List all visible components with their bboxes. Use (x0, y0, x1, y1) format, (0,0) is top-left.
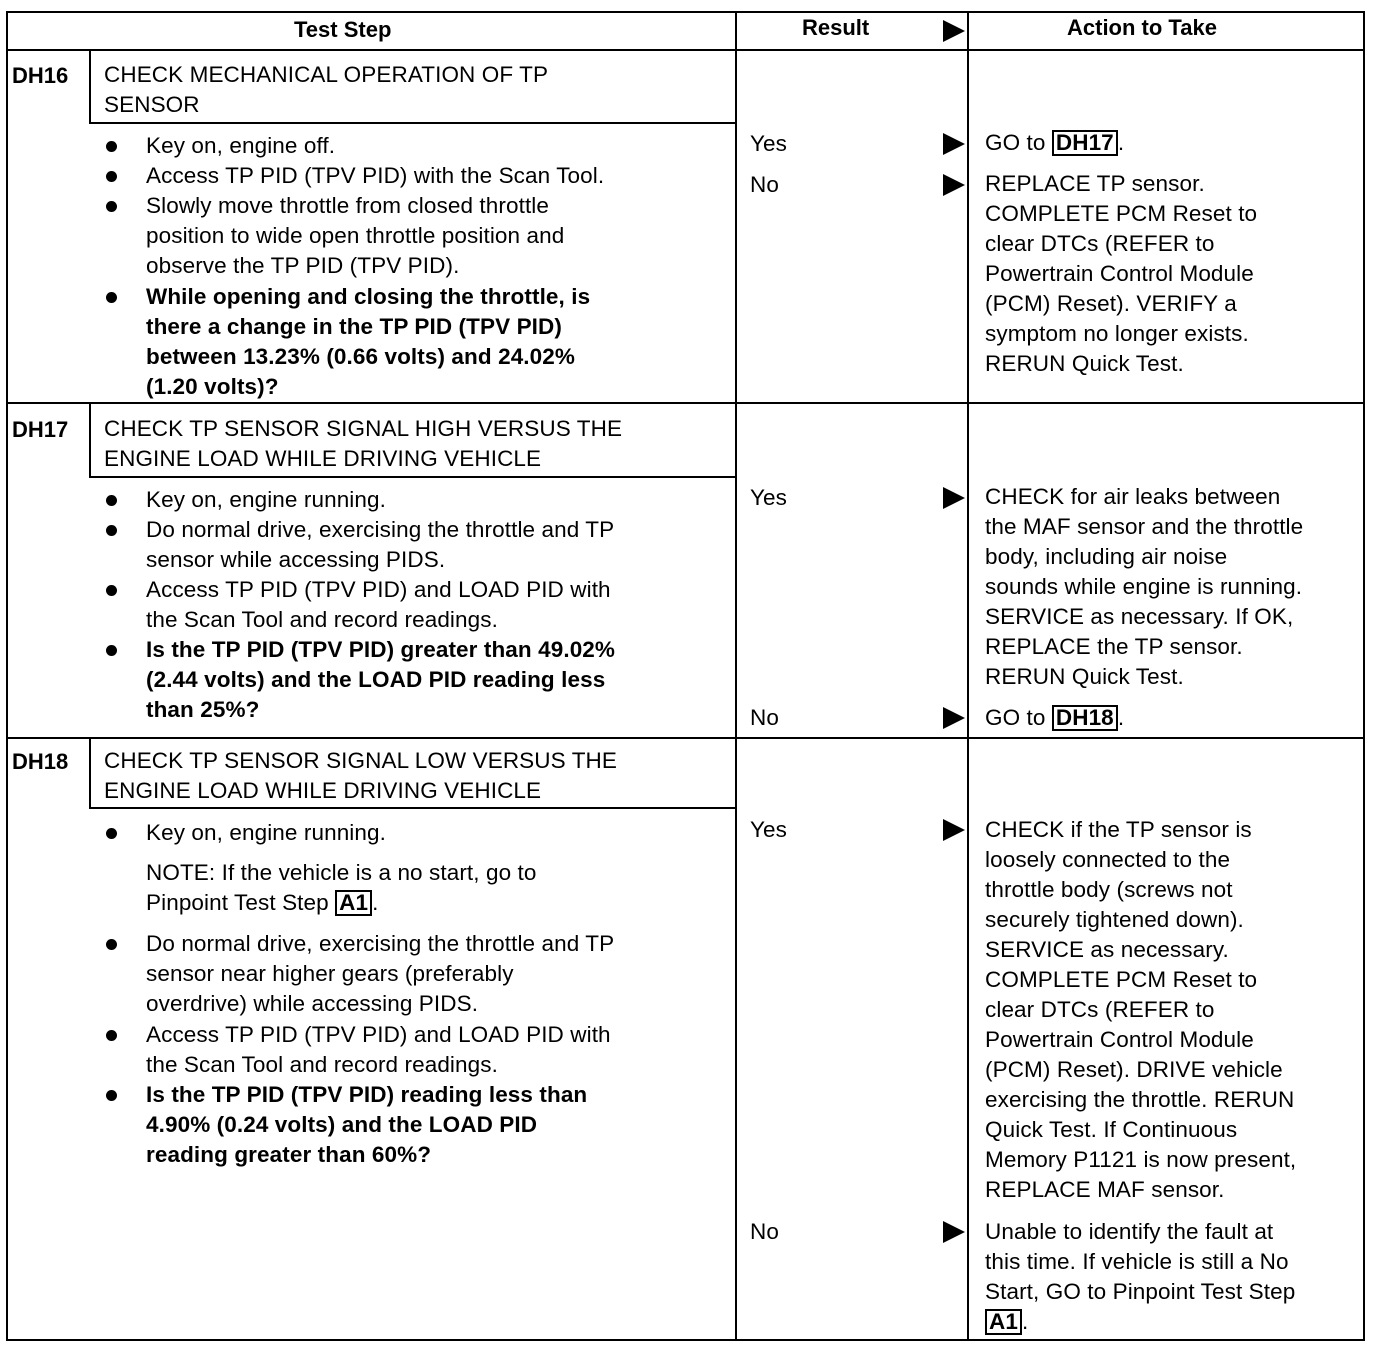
test-step-bullet: Key on, engine running. (146, 820, 386, 845)
column-divider (735, 11, 737, 1341)
title-divider (90, 122, 736, 124)
bullet-icon (106, 171, 117, 182)
id-divider (89, 49, 91, 124)
title-divider (90, 476, 736, 478)
action-text: GO to DH18 . (985, 705, 1125, 730)
test-step-bullet: Key on, engine running. (146, 487, 386, 512)
step-reference-link[interactable]: A1 (985, 1309, 1022, 1335)
test-step-bullet: Is the TP PID (TPV PID) greater than 49.02% (2.44 volts) and the LOAD PID reading less than 25%? (146, 637, 616, 722)
result-no: No (750, 172, 779, 197)
arrow-icon (943, 174, 965, 196)
arrow-icon (943, 707, 965, 729)
action-text: GO to DH17 . (985, 130, 1125, 155)
step-id: DH16 (12, 63, 69, 88)
column-divider (967, 11, 969, 1341)
arrow-icon (943, 819, 965, 841)
bullet-icon (106, 828, 117, 839)
row-divider (6, 402, 1365, 404)
step-id: DH18 (12, 749, 69, 774)
bullet-icon (106, 201, 117, 212)
arrow-icon (943, 20, 965, 42)
step-reference-link[interactable]: DH17 (1052, 130, 1118, 156)
bullet-icon (106, 645, 117, 656)
step-reference-link[interactable]: DH18 (1052, 705, 1118, 731)
arrow-icon (943, 133, 965, 155)
bullet-icon (106, 585, 117, 596)
action-text: CHECK if the TP sensor is loosely connected to the throttle body (screws not securely tightened down). SERVICE as necessary. COMPLETE PCM Reset to clear DTCs (REFER to Powertrain Control Module (PCM) Reset). DRIVE vehicle exercising the throttle. RERUN Quick Test. If Continuous Memory P1121 is now present, REPLACE MAF sensor. (985, 817, 1297, 1202)
step-id: DH17 (12, 417, 69, 442)
bullet-icon (106, 1030, 117, 1041)
bullet-icon (106, 939, 117, 950)
result-no: No (750, 705, 779, 730)
bullet-icon (106, 141, 117, 152)
table-border-left (6, 11, 8, 1341)
result-yes: Yes (750, 131, 788, 156)
test-step-bullet: While opening and closing the throttle, is there a change in the TP PID (TPV PID) between 13.23% (0.66 volts) and 24.02% (1.20 volts)? (146, 284, 591, 399)
arrow-icon (943, 487, 965, 509)
table-border-bottom (6, 1339, 1365, 1341)
bullet-icon (106, 1090, 117, 1101)
test-step-bullet: Access TP PID (TPV PID) and LOAD PID with the Scan Tool and record readings. (146, 1022, 611, 1077)
test-step-bullet: Slowly move throttle from closed throttle position to wide open throttle position and observe the TP PID (TPV PID). (146, 193, 565, 278)
step-title: CHECK TP SENSOR SIGNAL HIGH VERSUS THE ENGINE LOAD WHILE DRIVING VEHICLE (104, 416, 623, 471)
bullet-icon (106, 495, 117, 506)
table-border-top (6, 11, 1365, 13)
header-test-step: Test Step (294, 17, 392, 42)
step-title: CHECK MECHANICAL OPERATION OF TP SENSOR (104, 62, 549, 117)
title-divider (90, 807, 736, 809)
result-no: No (750, 1219, 779, 1244)
note-text: NOTE: If the vehicle is a no start, go to Pinpoint Test Step A1 . (146, 860, 537, 915)
arrow-icon (943, 1221, 965, 1243)
test-step-bullet: Do normal drive, exercising the throttle and TP sensor while accessing PIDS. (146, 517, 615, 572)
row-divider (6, 737, 1365, 739)
result-yes: Yes (750, 817, 788, 842)
header-result: Result (802, 15, 870, 40)
result-yes: Yes (750, 485, 788, 510)
id-divider (89, 737, 91, 809)
test-step-bullet: Is the TP PID (TPV PID) reading less than 4.90% (0.24 volts) and the LOAD PID reading greater than 60%? (146, 1082, 588, 1167)
step-reference-link[interactable]: A1 (335, 890, 372, 916)
action-text: REPLACE TP sensor. COMPLETE PCM Reset to clear DTCs (REFER to Powertrain Control Module (PCM) Reset). VERIFY a symptom no longer exists. RERUN Quick Test. (985, 171, 1258, 376)
step-title: CHECK TP SENSOR SIGNAL LOW VERSUS THE ENGINE LOAD WHILE DRIVING VEHICLE (104, 748, 617, 803)
bullet-icon (106, 525, 117, 536)
header-action: Action to Take (1067, 15, 1217, 40)
id-divider (89, 402, 91, 478)
action-text: Unable to identify the fault at this time. If vehicle is still a No Start, GO to Pinpoint Test Step A1 . (985, 1219, 1296, 1334)
header-divider (6, 49, 1365, 51)
test-step-bullet: Access TP PID (TPV PID) and LOAD PID with the Scan Tool and record readings. (146, 577, 611, 632)
bullet-icon (106, 292, 117, 303)
test-step-bullet: Do normal drive, exercising the throttle and TP sensor near higher gears (preferably overdrive) while accessing PIDS. (146, 931, 615, 1016)
action-text: CHECK for air leaks between the MAF sensor and the throttle body, including air noise sounds while engine is running. SERVICE as necessary. If OK, REPLACE the TP sensor. RERUN Quick Test. (985, 484, 1304, 689)
test-step-bullet: Key on, engine off. (146, 133, 336, 158)
table-border-right (1363, 11, 1365, 1341)
test-step-bullet: Access TP PID (TPV PID) with the Scan Tool. (146, 163, 605, 188)
